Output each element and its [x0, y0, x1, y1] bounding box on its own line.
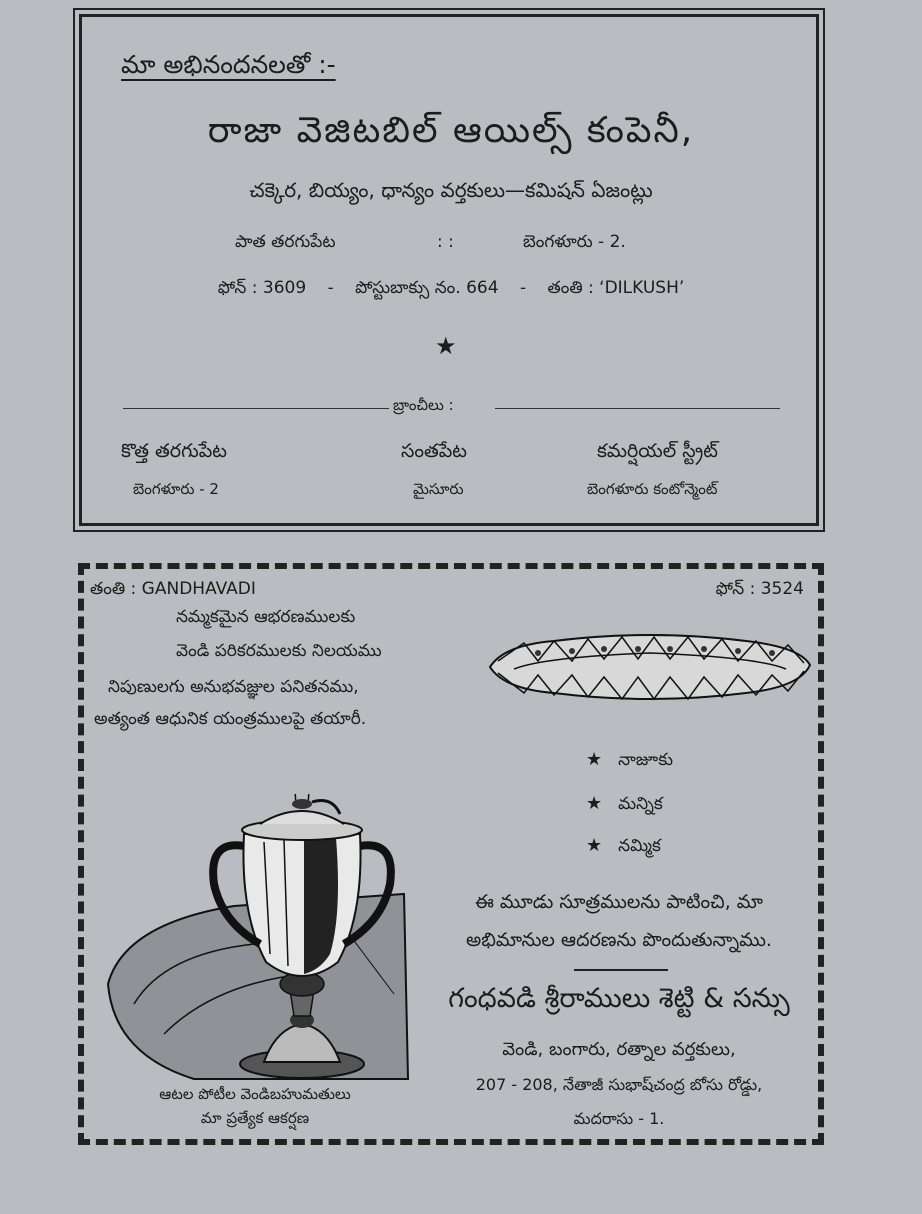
address-city: బెంగళూరు - 2.	[523, 232, 626, 252]
contact-dash: -	[519, 278, 527, 298]
branch-name: సంతపేట	[401, 440, 467, 462]
divider	[495, 408, 780, 409]
contact-dash: -	[327, 278, 334, 298]
quality-label: నమ్మిక	[618, 836, 661, 856]
branch-city: బెంగళూరు కంటోన్మెంట్	[587, 480, 718, 498]
greeting: మా అభినందనలతో :-	[121, 50, 336, 79]
star-icon: ★	[586, 835, 603, 856]
quality-item	[586, 835, 661, 860]
contact-line	[75, 278, 827, 302]
firm-name: గంధవడి శ్రీరాములు శెట్టి & సన్సు	[448, 983, 790, 1014]
divider	[574, 969, 668, 971]
trade-line: చక్కెర, బియ్యం, ధాన్యం వర్తకులు—కమిషన్ ఏజంట్లు	[249, 178, 653, 202]
branch-name: కొత్త తరగుపేట	[121, 440, 227, 462]
advertisement-raja-vegetable-oils	[73, 8, 825, 532]
quality-label: మన్నిక	[618, 794, 663, 814]
address-separator: : :	[437, 232, 454, 252]
phone-number: ఫోన్ : 3609	[217, 278, 307, 298]
street-address: 207 - 208, నేతాజీ సుభాష్‌చంద్ర బోసు రోడ్డు,	[475, 1075, 763, 1094]
phone-number: ఫోన్ : 3524	[715, 579, 804, 599]
quality-item	[586, 793, 663, 818]
branch-city: మైసూరు	[413, 480, 464, 498]
divider	[123, 408, 389, 409]
verse-line: వెండి పరికరములకు నిలయము	[176, 641, 382, 661]
address-locality: పాత తరగుపేట	[235, 232, 336, 252]
branch-city: బెంగళూరు - 2	[133, 480, 219, 498]
telegram-address: తంతి : GANDHAVADI	[90, 579, 256, 599]
slogan-line: ఈ మూడు సూత్రములను పాటించి, మా	[474, 891, 764, 913]
business-description: వెండి, బంగారు, రత్నాల వర్తకులు,	[502, 1039, 736, 1060]
company-name: రాజా వెజిటబిల్ ఆయిల్స్ కంపెనీ,	[207, 110, 695, 151]
branch-name: కమర్షియల్ స్ట్రీట్	[597, 440, 718, 462]
star-icon: ★	[435, 332, 457, 360]
caption-line: మా ప్రత్యేక ఆకర్షణ	[200, 1109, 310, 1127]
caption-line: ఆటల పోటీల వెండిబహుమతులు	[159, 1085, 351, 1103]
quality-item	[586, 749, 673, 774]
trophy-cup-illustration	[104, 794, 414, 1084]
verse-line: అత్యంత ఆధునిక యంత్రములపై తయారీ.	[94, 709, 367, 729]
slogan-line: అభిమానుల ఆదరణను పొందుతున్నాము.	[466, 929, 772, 951]
verse-line: నమ్మకమైన ఆభరణములకు	[176, 607, 356, 627]
telegram-address: తంతి : ‘DILKUSH’	[547, 278, 685, 298]
advertisement-gandhavadi-sreeramulu-setty	[78, 563, 824, 1145]
bangle-illustration	[484, 631, 816, 703]
city-address: మదరాసు - 1.	[573, 1109, 665, 1128]
post-box: పోస్టుబాక్సు నం. 664	[355, 278, 499, 298]
quality-label: నాజూకు	[618, 750, 674, 770]
star-icon: ★	[586, 749, 603, 770]
verse-line: నిపుణులగు అనుభవజ్ఞుల పనితనము,	[108, 677, 359, 697]
branches-label: బ్రాంచీలు :	[393, 396, 454, 414]
star-icon: ★	[586, 793, 603, 814]
